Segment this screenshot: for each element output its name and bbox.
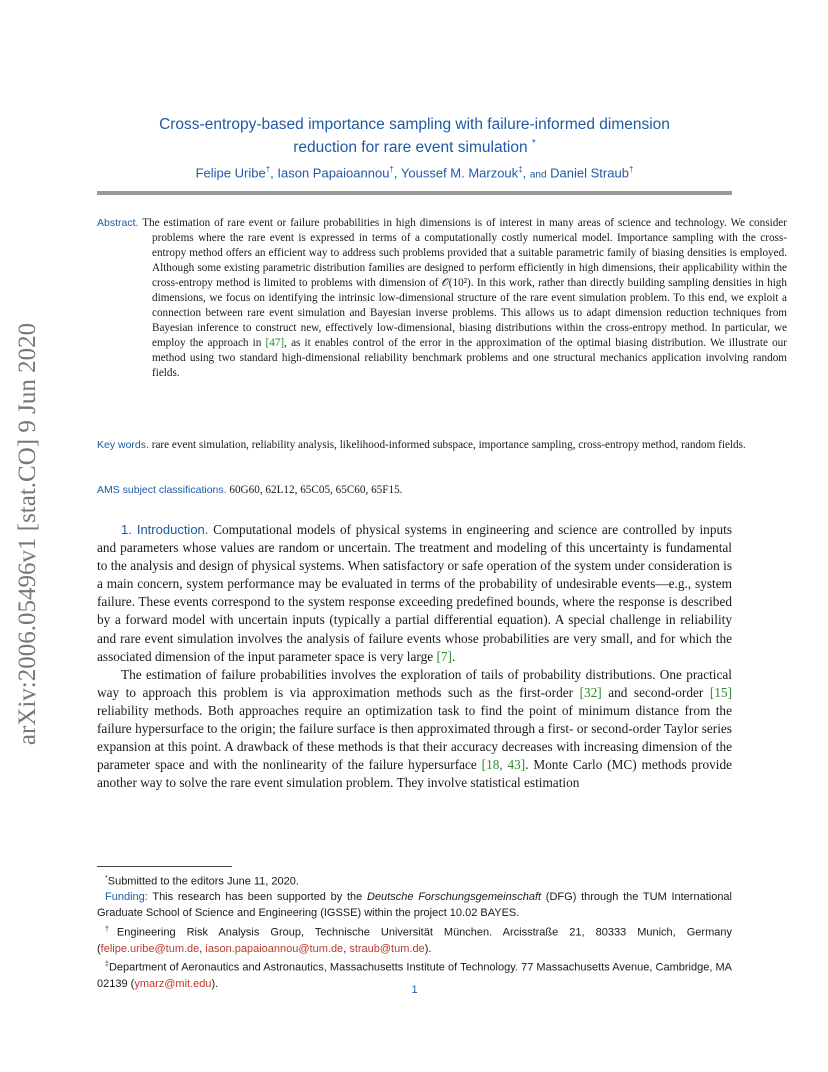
ams-label: AMS subject classifications. <box>97 484 227 496</box>
footnotes <box>97 871 732 993</box>
footnote <box>97 922 732 957</box>
title-divider <box>97 191 732 195</box>
separator: , <box>199 942 206 955</box>
footnote-mark: ‡ <box>105 961 109 969</box>
author-list: Felipe Uribe†, Iason Papaioannou†, Youssef M. Marzouk‡, and Daniel Straub† <box>195 165 634 181</box>
keywords-label: Key words. <box>97 439 149 451</box>
paragraph-text: . Monte Carlo (MC) methods provide another way to solve the rare event simulation problem. They involve statistical estimation <box>97 757 732 791</box>
author-name: Felipe Uribe <box>195 165 266 181</box>
paragraph-text: The estimation of failure probabilities involves the exploration of tails of probability distributions. One practical way to approach this problem is via approximation methods such as the first-order <box>97 666 732 700</box>
footnote-mark: † <box>105 926 117 934</box>
abstract-text: The estimation of rare event or failure probabilities in high dimensions is of interest in many areas of science and technology. We consider problems where the rare event is expressed in terms of a computationally costly numerical model. Importance sampling with the cross-entropy method offers an efficient way to address such problems provided that a suitable parametric family of biasing densities is employed. Although some existing parametric distribution families are designed to perform efficiently in high dimensions, their applicability within the cross-entropy method is limited to problems with dimension of 𝒪(10²). In this work, rather than directly building sampling densities in high dimensions, we focus on identifying the intrinsic low-dimensional structure of the rare event simulation problem. To this end, we exploit a connection between rare event simulation and Bayesian inverse problems. This allows us to adapt dimension reduction techniques from Bayesian inference to construct new, effectively low-dimensional, biasing distributions within the cross-entropy method. In particular, we employ the approach in <box>142 217 787 349</box>
paper-title <box>97 115 732 157</box>
funder-name: Deutsche Forschungsgemeinschaft <box>367 891 542 904</box>
title-line-2-text: reduction for rare event simulation <box>293 139 528 157</box>
paragraph-text: Computational models of physical systems in engineering and science are controlled by inputs and parameters whose values are random or uncertain. The treatment and modeling of this uncertainty is fundamental to the analysis and design of physical systems. When satisfactory or safe operation of the system under consideration is a main concern, system performance may be evaluated in terms of the probability of undesirable events—e.g., system failure. These events correspond to the system response exceeding predefined bounds, where the response is described by a forward model with uncertain inputs (typically a partial differential equation). A special challenge in reliability and rare event simulation involves the analysis of failure events whose probabilities are very small, and for which the associated dimension of the input parameter space is very large <box>97 522 732 664</box>
email-link[interactable]: straub@tum.de <box>349 942 425 955</box>
citation-link[interactable]: [47] <box>265 337 285 349</box>
footnote-text: (DFG) through the TUM International Graduate School of Science and Engineering (IGSSE) within the project 10.02 BAYES. <box>97 891 732 920</box>
citation-link[interactable]: [18, 43] <box>481 757 526 773</box>
footnote-text: Submitted to the editors June 11, 2020. <box>107 875 299 888</box>
footnote-funding <box>97 890 732 922</box>
affiliation-mark[interactable]: † <box>265 165 271 174</box>
title-line-2 <box>97 134 732 157</box>
abstract <box>97 216 787 381</box>
paragraph-text: and second-order <box>601 684 710 700</box>
email-link[interactable]: ymarz@mit.edu <box>134 977 212 990</box>
footnote-text: This research has been supported by the <box>152 891 367 904</box>
abstract-label: Abstract. <box>97 217 139 229</box>
footnote-text: Department of Aeronautics and Astronautics, Massachusetts Institute of Technology. 77 Massachusetts Avenue, Cambridge, MA 02139 ( <box>97 961 732 990</box>
footnote-text: ). <box>424 942 432 955</box>
email-link[interactable]: felipe.uribe@tum.de <box>100 942 200 955</box>
footnote-text: ). <box>211 977 219 990</box>
affiliation-mark[interactable]: † <box>389 165 394 174</box>
affiliation-mark[interactable]: † <box>628 165 634 174</box>
paragraph <box>97 521 732 666</box>
affiliation-mark[interactable]: ‡ <box>518 165 523 174</box>
paragraph-text: . <box>451 648 456 664</box>
keywords <box>97 438 796 453</box>
keywords-text: rare event simulation, reliability analysis, likelihood-informed subspace, importance sampling, cross-entropy method, random fields. <box>151 439 746 451</box>
ams-classifications <box>97 483 732 498</box>
footnote-divider <box>97 866 232 867</box>
abstract-text-end: , as it enables control of the error in the approximation of the optimal biasing distribution. We illustrate our method using two standard high-dimensional reliability benchmark problems and one structural mechanics application involving random fields. <box>152 337 787 379</box>
author-name: Youssef M. Marzouk <box>400 165 519 181</box>
footnote <box>97 871 732 890</box>
email-link[interactable]: iason.papaioannou@tum.de <box>205 942 344 955</box>
section-heading: 1. Introduction. <box>121 522 209 537</box>
ams-codes: 60G60, 62L12, 65C05, 65C60, 65F15. <box>229 484 403 496</box>
funding-label: Funding: <box>105 891 148 904</box>
introduction-section <box>97 521 732 792</box>
author-name: Daniel Straub <box>550 165 629 181</box>
paragraph-text: reliability methods. Both approaches require an optimization task to find the point of minimum distance from the failure hypersurface to the origin; the failure surface is then approximated through a first- or second-order Taylor series expansion at this point. A drawback of these methods is that their accuracy decreases with increasing dimension of the parameter space and with the nonlinearity of the failure hypersurface <box>97 702 732 773</box>
separator: , <box>343 942 350 955</box>
footnote-mark: * <box>105 875 108 882</box>
author-conjunction: and <box>529 169 547 181</box>
citation-link[interactable]: [32] <box>579 684 602 700</box>
paragraph <box>97 666 732 793</box>
footnote-text: Engineering Risk Analysis Group, Technische Universität München. Arcisstraße 21, 80333 Munich, Germany ( <box>97 926 732 955</box>
arxiv-identifier-stamp: arXiv:2006.05496v1 [stat.CO] 9 Jun 2020 <box>14 322 41 746</box>
title-footnote-mark[interactable]: * <box>531 138 536 149</box>
author-name: Iason Papaioannou <box>277 165 390 181</box>
citation-link[interactable]: [7] <box>436 648 452 664</box>
page-number: 1 <box>411 984 418 996</box>
title-line-1: Cross-entropy-based importance sampling with failure-informed dimension <box>159 116 670 133</box>
citation-link[interactable]: [15] <box>709 684 732 700</box>
